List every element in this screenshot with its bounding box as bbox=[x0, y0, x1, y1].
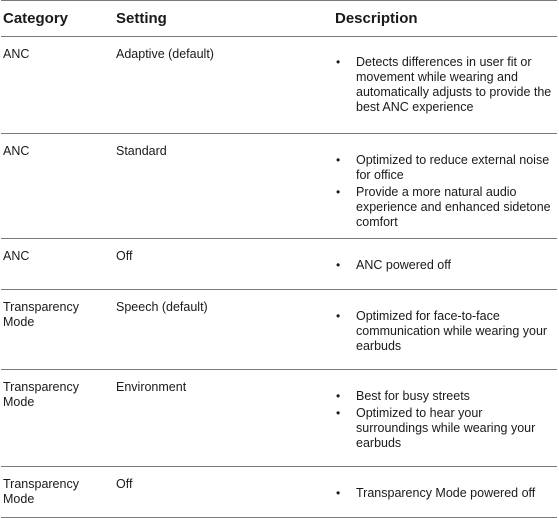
header-category: Category bbox=[1, 1, 113, 37]
row-description bbox=[332, 370, 557, 467]
description-item bbox=[332, 55, 557, 115]
row-category: ANC bbox=[1, 37, 113, 134]
row-description bbox=[332, 290, 557, 370]
table-row bbox=[1, 37, 557, 134]
bullet-icon: • bbox=[336, 406, 341, 420]
header-description: Description bbox=[332, 1, 557, 37]
row-setting: Standard bbox=[113, 134, 332, 239]
description-list bbox=[332, 309, 557, 354]
description-list bbox=[332, 153, 557, 230]
description-item bbox=[332, 153, 557, 183]
row-category: ANC bbox=[1, 239, 113, 290]
bullet-icon: • bbox=[336, 153, 341, 167]
row-category: Transparency Mode bbox=[1, 370, 113, 467]
bullet-icon: • bbox=[336, 55, 341, 69]
row-setting: Environment bbox=[113, 370, 332, 467]
row-description bbox=[332, 134, 557, 239]
settings-table bbox=[1, 0, 557, 518]
row-category: Transparency Mode bbox=[1, 467, 113, 518]
bullet-icon: • bbox=[336, 185, 341, 199]
bullet-icon: • bbox=[336, 486, 341, 500]
table-row bbox=[1, 290, 557, 370]
table-row bbox=[1, 467, 557, 518]
description-list bbox=[332, 486, 557, 501]
table-header-row bbox=[1, 1, 557, 37]
table-row bbox=[1, 134, 557, 239]
description-item bbox=[332, 486, 557, 501]
table-row bbox=[1, 370, 557, 467]
table-row bbox=[1, 239, 557, 290]
bullet-icon: • bbox=[336, 258, 341, 272]
row-description bbox=[332, 467, 557, 518]
row-setting: Adaptive (default) bbox=[113, 37, 332, 134]
row-setting: Off bbox=[113, 467, 332, 518]
row-category: Transparency Mode bbox=[1, 290, 113, 370]
description-item bbox=[332, 406, 557, 451]
description-text: ANC powered off bbox=[356, 258, 451, 272]
description-list bbox=[332, 389, 557, 451]
description-text: Optimized to reduce external noise for office bbox=[356, 153, 550, 182]
row-category: ANC bbox=[1, 134, 113, 239]
header-setting: Setting bbox=[113, 1, 332, 37]
row-description bbox=[332, 37, 557, 134]
bullet-icon: • bbox=[336, 389, 341, 403]
description-text: Detects differences in user fit or movement while wearing and automatically adjusts to provide the best ANC experience bbox=[356, 55, 552, 114]
description-item bbox=[332, 389, 557, 404]
description-list bbox=[332, 258, 557, 273]
description-text: Best for busy streets bbox=[356, 389, 470, 403]
description-list bbox=[332, 55, 557, 115]
description-text: Provide a more natural audio experience and enhanced sidetone comfort bbox=[356, 185, 551, 229]
description-text: Transparency Mode powered off bbox=[356, 486, 536, 500]
description-item bbox=[332, 258, 557, 273]
description-text: Optimized to hear your surroundings while wearing your earbuds bbox=[356, 406, 536, 450]
description-text: Optimized for face-to-face communication while wearing your earbuds bbox=[356, 309, 548, 353]
bullet-icon: • bbox=[336, 309, 341, 323]
description-item bbox=[332, 309, 557, 354]
description-item bbox=[332, 185, 557, 230]
row-setting: Speech (default) bbox=[113, 290, 332, 370]
row-setting: Off bbox=[113, 239, 332, 290]
row-description bbox=[332, 239, 557, 290]
